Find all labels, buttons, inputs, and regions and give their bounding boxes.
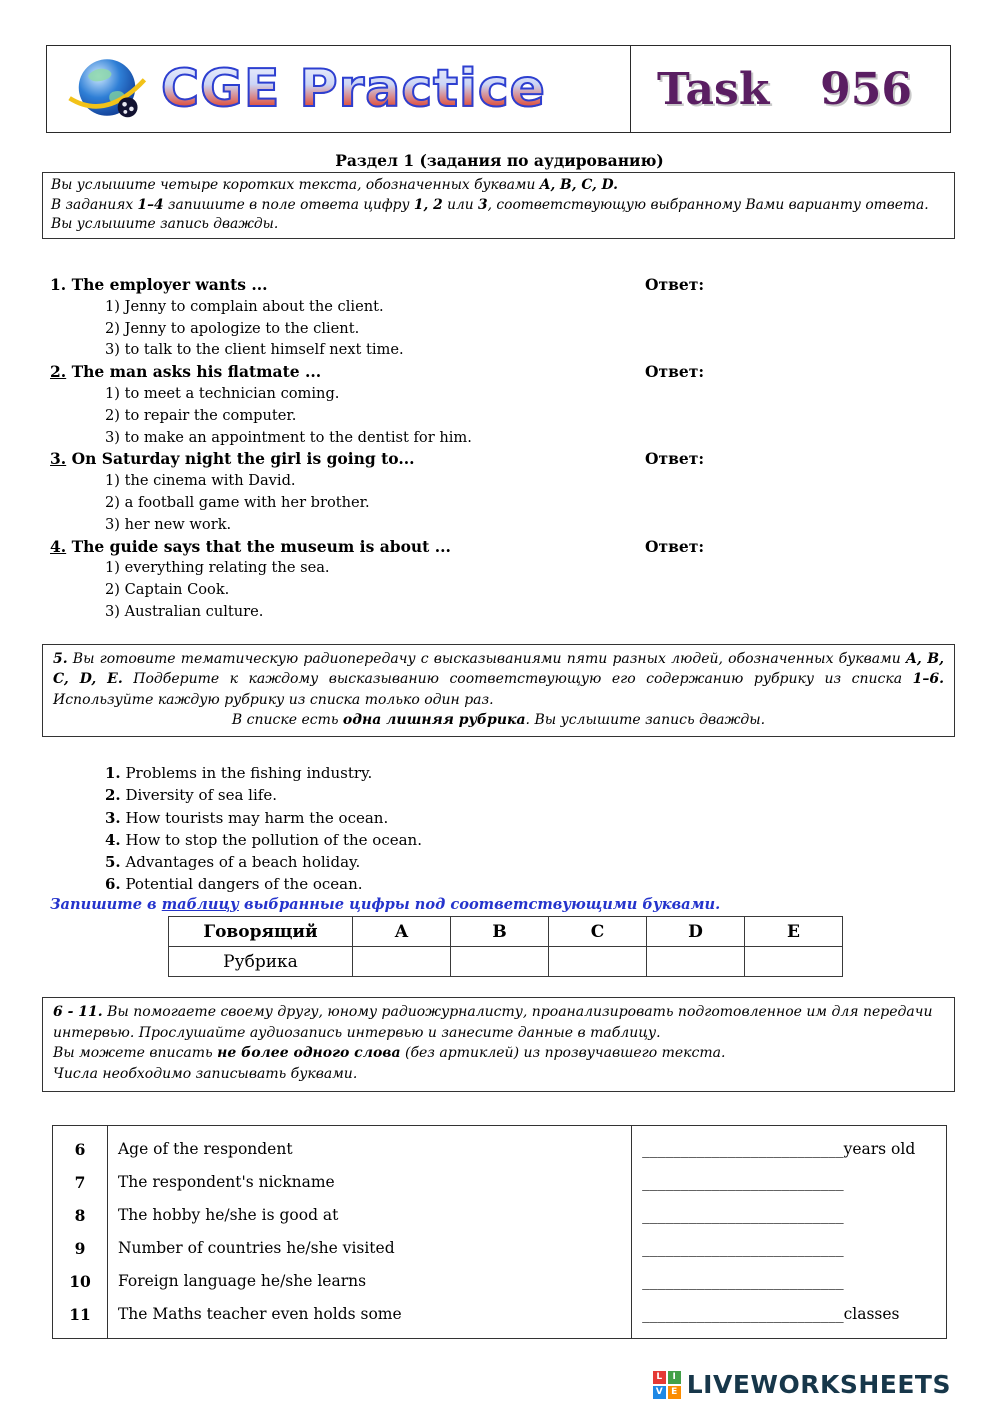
question-1 [50, 274, 955, 361]
option: 2) to repair the computer. [105, 406, 297, 424]
rubric-cell-c[interactable] [549, 947, 647, 977]
question-3 [50, 448, 955, 535]
answer-label: Ответ: [645, 536, 705, 556]
task5-paragraph-2: В списке есть одна лишняя рубрика. Вы услышите запись дважды. [231, 711, 766, 728]
rubric-cell-e[interactable] [745, 947, 843, 977]
fill-table-note: Запишите в таблицу выбранные цифры под соответствующими буквами. [50, 896, 721, 913]
liveworksheets-icon [653, 1371, 681, 1399]
speaker-c-header: C [549, 917, 647, 947]
answer-blank[interactable]: __________________________ [632, 1166, 947, 1199]
intro-line-3: Вы услышите запись дважды. [51, 216, 279, 233]
speaker-b-header: B [451, 917, 549, 947]
icon-tile-l: L [653, 1371, 666, 1384]
task6-paragraph-3: Числа необходимо записывать буквами. [53, 1066, 358, 1083]
row-number: 8 [74, 1206, 86, 1225]
option: 1) the cinema with David. [105, 472, 296, 490]
row-prompt: The respondent's nickname [107, 1166, 631, 1199]
icon-tile-i: I [668, 1371, 681, 1384]
rubric-cell-d[interactable] [647, 947, 745, 977]
task6-11-instructions-box [42, 997, 955, 1092]
speakers-table [168, 916, 843, 977]
question-number: 2. [50, 362, 67, 382]
row-number: 7 [74, 1173, 86, 1192]
row-number: 6 [74, 1140, 86, 1159]
task-number: 956 [820, 63, 912, 115]
questions-1-4 [50, 274, 955, 623]
answer-blank[interactable]: __________________________classes [632, 1298, 947, 1339]
task-label: Task [657, 63, 770, 115]
option: 3) to talk to the client himself next time. [105, 341, 404, 359]
question-2 [50, 361, 955, 448]
option: 2) Captain Cook. [105, 581, 230, 599]
list-item: 3. How tourists may harm the ocean. [105, 808, 389, 827]
row-number: 9 [74, 1239, 86, 1258]
globe-logo-icon [65, 52, 149, 126]
icon-tile-e: E [668, 1386, 681, 1399]
option: 3) her new work. [105, 515, 232, 533]
header-task-cell [631, 46, 950, 132]
task6-paragraph-1: 6 - 11. Вы помогаете своему другу, юному радиожурналисту, проанализировать подготовленное им для передачи интервью. Прослушайте аудиозапись интервью и занесите данные в таблицу. [53, 1004, 933, 1041]
row-number: 10 [69, 1272, 91, 1291]
answer-blank[interactable]: __________________________ [632, 1232, 947, 1265]
liveworksheets-wordmark: LIVEWORKSHEETS [686, 1370, 951, 1399]
table-row [53, 1232, 947, 1265]
speaker-header: Говорящий [169, 917, 353, 947]
table-row [53, 1265, 947, 1298]
interview-table [52, 1125, 947, 1339]
table-row [169, 947, 843, 977]
row-prompt: Foreign language he/she learns [107, 1265, 631, 1298]
answer-label: Ответ: [645, 275, 705, 294]
list-item: 4. How to stop the pollution of the ocean. [105, 830, 422, 849]
table-row [169, 917, 843, 947]
row-prompt: The Maths teacher even holds some [107, 1298, 631, 1339]
question-text: The man asks his flatmate ... [71, 362, 322, 382]
answer-blank[interactable]: __________________________years old [632, 1126, 947, 1167]
topics-list [105, 762, 422, 896]
intro-line-1: Вы услышите четыре коротких текста, обозначенных буквами A, B, C, D. [51, 177, 618, 193]
list-item: 6. Potential dangers of the ocean. [105, 875, 363, 894]
intro-line-2: В заданиях 1–4 запишите в поле ответа цифру 1, 2 или 3, соответствующую выбранному Вами варианту ответа. [51, 196, 929, 213]
table-row [53, 1166, 947, 1199]
row-prompt: Age of the respondent [107, 1126, 631, 1167]
table-row [53, 1199, 947, 1232]
question-number: 3. [50, 449, 67, 469]
answer-blank[interactable]: __________________________ [632, 1199, 947, 1232]
list-item: 5. Advantages of a beach holiday. [105, 853, 361, 872]
section-title: Раздел 1 (задания по аудированию) [335, 151, 664, 170]
question-text: The employer wants ... [71, 275, 268, 294]
list-item: 2. Diversity of sea life. [105, 786, 277, 805]
row-prompt: The hobby he/she is good at [107, 1199, 631, 1232]
answer-label: Ответ: [645, 449, 705, 469]
icon-tile-v: V [653, 1386, 666, 1399]
option: 2) Jenny to apologize to the client. [105, 319, 360, 337]
intro-instructions-box [42, 172, 955, 239]
task5-instructions-box [42, 644, 955, 737]
liveworksheets-link[interactable] [653, 1370, 951, 1399]
speaker-d-header: D [647, 917, 745, 947]
rubric-cell-b[interactable] [451, 947, 549, 977]
row-number: 11 [69, 1305, 91, 1324]
speaker-e-header: E [745, 917, 843, 947]
task5-paragraph-1: 5. Вы готовите тематическую радиопередачу с высказываниями пяти разных людей, обозначенных буквами A, B, C, D, E. Подберите к каждому высказыванию соответствующую его содержанию рубрику из списка 1–6. Используйте каждую рубрику из списка только один раз. [53, 651, 944, 708]
option: 2) a football game with her brother. [105, 493, 370, 511]
task6-paragraph-2: Вы можете вписать не более одного слова (без артиклей) из прозвучавшего текста. [53, 1045, 726, 1062]
rubric-row-label: Рубрика [169, 947, 353, 977]
brand-title: CGE Practice [161, 59, 546, 119]
rubric-cell-a[interactable] [353, 947, 451, 977]
question-text: The guide says that the museum is about ... [71, 536, 451, 556]
row-prompt: Number of countries he/she visited [107, 1232, 631, 1265]
question-number: 4. [50, 536, 67, 556]
option: 3) Australian culture. [105, 602, 264, 620]
question-number: 1. [50, 275, 67, 294]
question-text: On Saturday night the girl is going to... [71, 449, 415, 469]
header [46, 45, 951, 133]
option: 1) everything relating the sea. [105, 559, 330, 577]
speaker-a-header: A [353, 917, 451, 947]
header-brand-cell [47, 46, 631, 132]
answer-blank[interactable]: __________________________ [632, 1265, 947, 1298]
option: 3) to make an appointment to the dentist for him. [105, 428, 472, 446]
table-row [53, 1126, 947, 1167]
list-item: 1. Problems in the fishing industry. [105, 764, 373, 782]
question-4 [50, 536, 955, 623]
option: 1) Jenny to complain about the client. [105, 297, 384, 315]
table-row [53, 1298, 947, 1339]
option: 1) to meet a technician coming. [105, 384, 340, 402]
answer-label: Ответ: [645, 362, 705, 382]
